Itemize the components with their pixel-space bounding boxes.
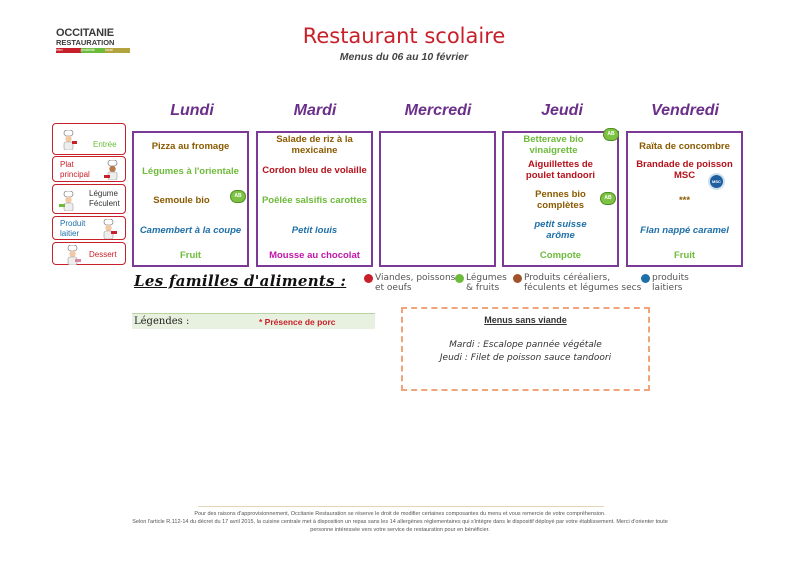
day-header-mercredi: Mercredi: [404, 102, 472, 119]
dish-lundi-laitier: Camembert à la coupe: [139, 225, 242, 236]
legend-porc: * Présence de porc: [259, 317, 336, 327]
dish-jeudi-plat: Aiguillettes de poulet tandoori: [525, 159, 596, 181]
dish-vendredi-legume: ***: [678, 195, 691, 206]
dish-mardi-plat: Cordon bleu de volaille: [262, 165, 367, 176]
dish-mardi-dessert: Mousse au chocolat: [269, 250, 360, 261]
dish-vendredi-laitier: Flan nappé caramel: [640, 225, 729, 236]
red-dot-icon: [364, 274, 373, 283]
family-label-line2: et oeufs: [375, 283, 412, 293]
category-legume-feculent: [52, 184, 126, 214]
family-label-line2: féculents et légumes secs: [524, 283, 642, 293]
bio-label-icon: AB: [603, 128, 619, 141]
day-column-mardi: [256, 131, 373, 267]
dish-jeudi-laitier: petit suisse arôme: [534, 219, 587, 241]
category-entree: [52, 123, 126, 155]
day-header-lundi: Lundi: [170, 102, 214, 119]
logo-line1: OCCITANIE: [56, 27, 114, 39]
family-label-line2: laitiers: [652, 283, 683, 293]
dish-mardi-entree: Salade de riz à la mexicaine: [276, 134, 353, 156]
dish-mardi-legume: Poêlée salsifis carottes: [261, 195, 368, 206]
chef-icon: [99, 219, 117, 239]
category-label-line2: laitier: [60, 229, 80, 238]
dish-lundi-legume: Semoule bio: [153, 195, 210, 206]
dish-lundi-plat: Légumes à l'orientale: [142, 166, 239, 177]
dish-lundi-entree: Pizza au fromage: [151, 141, 230, 152]
day-column-mercredi: [379, 131, 496, 267]
category-label: Dessert: [89, 250, 117, 259]
dish-vendredi-entree: Raïta de concombre: [639, 141, 730, 152]
family-label-line2: & fruits: [466, 283, 500, 293]
category-label-line2: principal: [60, 170, 90, 179]
day-column-vendredi: [626, 131, 743, 267]
family-label-line1: Légumes: [466, 273, 507, 283]
families-title: Les familles d'aliments :: [134, 272, 347, 290]
menus-sans-viande-box: [401, 307, 650, 391]
bio-label-icon: AB: [230, 190, 246, 203]
footer-notice: [100, 510, 700, 534]
brown-dot-icon: [513, 274, 522, 283]
page-subtitle: Menus du 06 au 10 février: [339, 51, 469, 63]
legend-label: Légendes :: [134, 316, 190, 327]
category-label: Entrée: [93, 140, 117, 149]
day-column-jeudi: [502, 131, 619, 267]
logo-line2: RESTAURATION: [56, 38, 115, 47]
dish-vendredi-dessert: Fruit: [673, 250, 696, 261]
dish-vendredi-plat: Brandade de poisson MSC: [636, 159, 733, 181]
family-label-line1: Produits céréaliers,: [524, 273, 611, 283]
dish-jeudi-entree: Betterave bio vinaigrette: [523, 134, 584, 156]
dish-jeudi-legume: Pennes bio complètes: [535, 189, 586, 211]
footer-line: personne intéressée vers votre service de restauration pour en bénéficier.: [310, 527, 490, 533]
category-label-line2: Féculent: [89, 199, 120, 208]
chef-icon: [63, 245, 81, 265]
logo-tag-2: proximité: [81, 48, 106, 53]
day-header-vendredi: Vendredi: [651, 102, 719, 119]
logo-tag-3: local: [105, 48, 130, 53]
sans-viande-line: Jeudi : Filet de poisson sauce tandoori: [439, 353, 612, 363]
green-dot-icon: [455, 274, 464, 283]
day-column-lundi: [132, 131, 249, 267]
sans-viande-line: Mardi : Escalope pannée végétale: [449, 340, 602, 350]
category-produit-laitier: [52, 216, 126, 240]
footer-line: Selon l'article R.112-14 du décret du 17 avril 2015, la cuisine centrale met à disposition un repas sans les 14 allergènes réglementaires qui s'intègre dans le dispositif déployé par votre établissement. Merci d'orienter toute: [132, 519, 668, 525]
logo-tag-1: bien: [56, 48, 81, 53]
dish-jeudi-dessert: Compote: [539, 250, 582, 261]
legend-bar: [132, 313, 375, 329]
chef-icon: [59, 130, 77, 150]
family-label-line1: Viandes, poissons: [375, 273, 456, 283]
category-label-line1: Plat: [60, 160, 74, 169]
category-plat-principal: [52, 156, 126, 182]
dish-lundi-dessert: Fruit: [179, 250, 202, 261]
category-dessert: [52, 242, 126, 265]
footer-divider: [198, 506, 604, 507]
page-title: Restaurant scolaire: [302, 24, 506, 48]
chef-icon: [103, 160, 121, 180]
family-label-line1: produits: [652, 273, 689, 283]
sans-viande-title: Menus sans viande: [484, 315, 567, 325]
day-header-mardi: Mardi: [293, 102, 337, 119]
chef-icon: [59, 191, 77, 211]
bio-label-icon: AB: [600, 192, 616, 205]
footer-line: Pour des raisons d'approvisionnement, Occitanie Restauration se réserve le droit de modifier certaines composantes du menu et vous remercie de votre compréhension.: [194, 511, 606, 517]
msc-label-icon: MSC: [708, 173, 725, 190]
category-label-line1: Légume: [89, 189, 118, 198]
blue-dot-icon: [641, 274, 650, 283]
dish-mardi-laitier: Petit louis: [291, 225, 338, 236]
day-header-jeudi: Jeudi: [541, 102, 583, 119]
category-label-line1: Produit: [60, 219, 86, 228]
